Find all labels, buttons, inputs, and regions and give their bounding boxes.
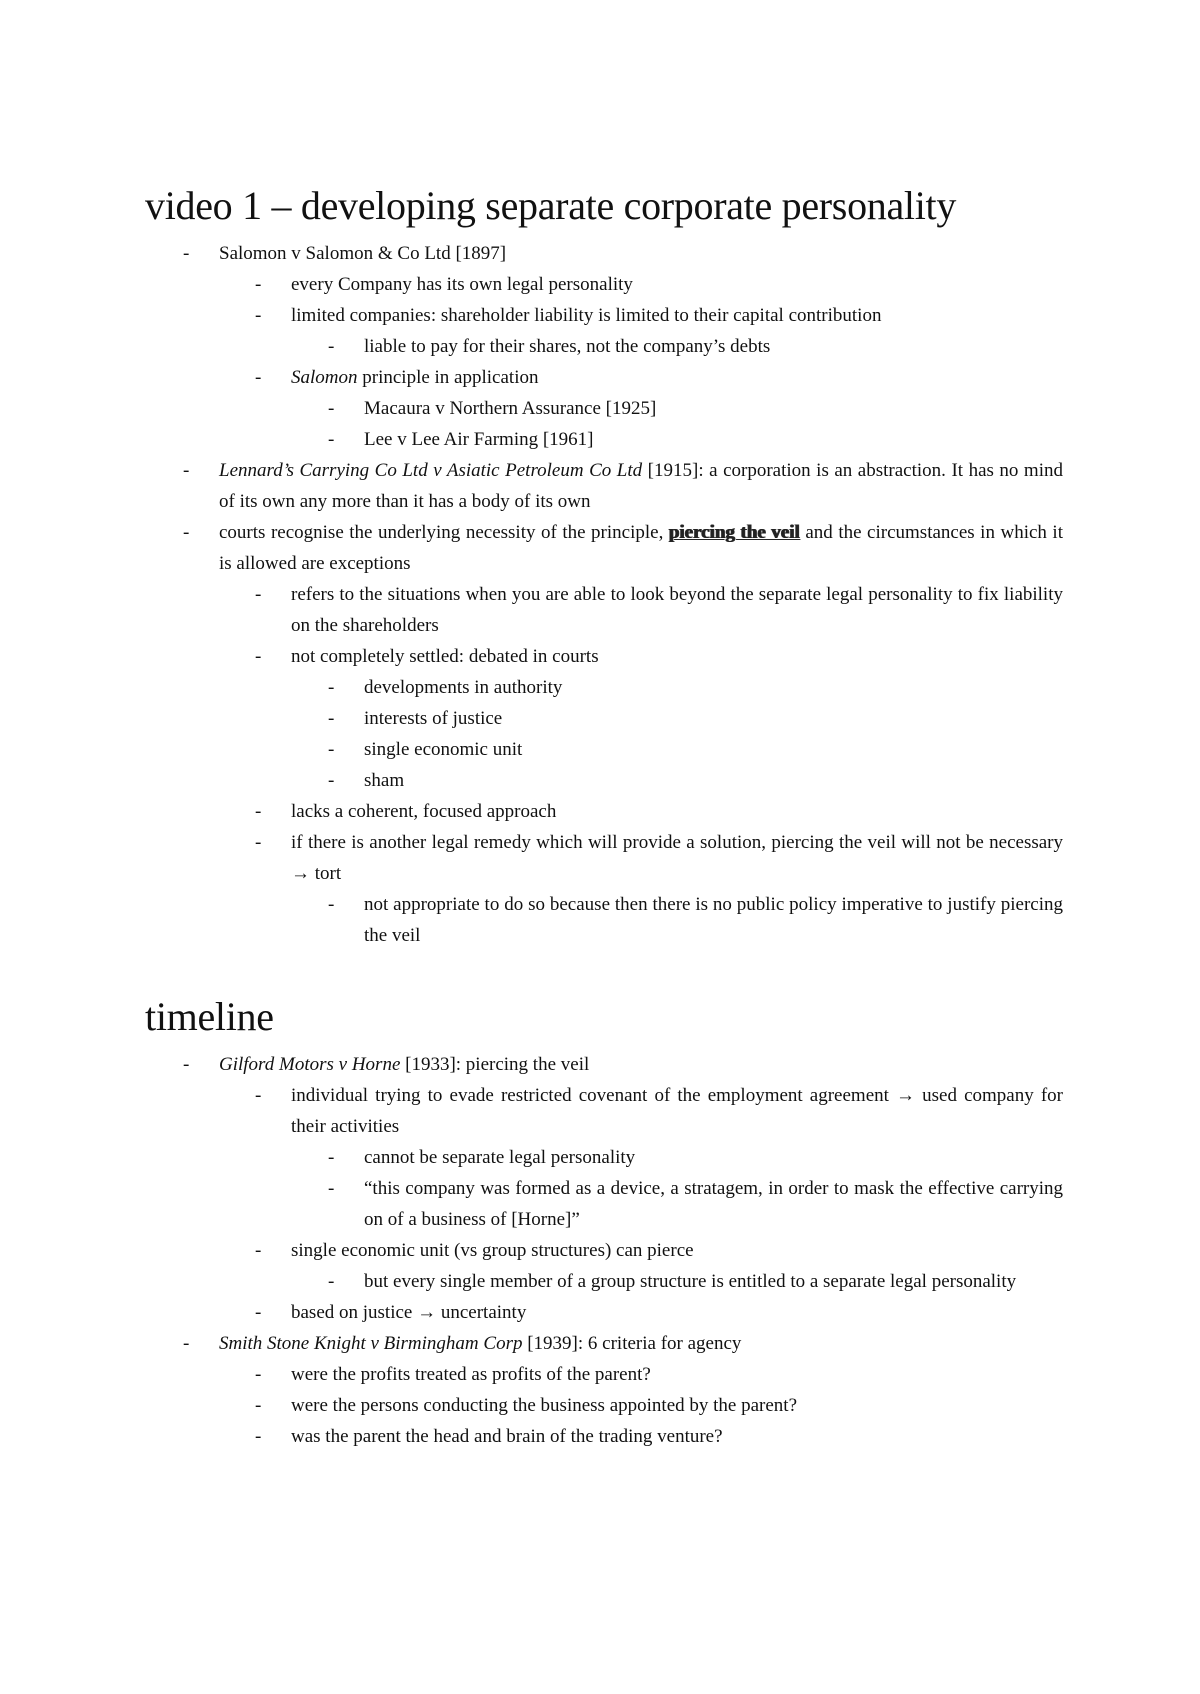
bullet-dash: - <box>255 305 262 326</box>
bullet-dash: - <box>255 367 262 388</box>
bullet-dash: - <box>328 336 335 357</box>
bullet-dash: - <box>255 832 262 853</box>
bullet-dash: - <box>255 584 262 605</box>
case-name: Smith Stone Knight v Birmingham Corp <box>219 1333 523 1354</box>
bullet-dash: - <box>255 801 262 822</box>
list-item: - cannot be separate legal personality <box>145 1142 1063 1173</box>
bullet-dash: - <box>328 708 335 729</box>
bullet-dash: - <box>255 1395 262 1416</box>
list-item: - “this company was formed as a device, a stratagem, in order to mask the effective carrying on of a business of [Horne]” <box>145 1173 1063 1235</box>
list-item: - refers to the situations when you are able to look beyond the separate legal personality to fix liability on the shareholders <box>145 579 1063 641</box>
list-item: - developments in authority <box>145 672 1063 703</box>
case-name: Lennard’s Carrying Co Ltd v Asiatic Petroleum Co Ltd <box>219 460 643 481</box>
list-item: - Smith Stone Knight v Birmingham Corp [1939]: 6 criteria for agency <box>145 1328 1063 1359</box>
bullet-dash: - <box>255 646 262 667</box>
bullet-dash: - <box>328 739 335 760</box>
list-item: - liable to pay for their shares, not the company’s debts <box>145 331 1063 362</box>
list-item: - was the parent the head and brain of the trading venture? <box>145 1421 1063 1452</box>
bullet-dash: - <box>255 1364 262 1385</box>
list-item: - were the persons conducting the business appointed by the parent? <box>145 1390 1063 1421</box>
bullet-dash: - <box>183 243 190 264</box>
list-item: - lacks a coherent, focused approach <box>145 796 1063 827</box>
bullet-dash: - <box>183 522 190 543</box>
section-heading-video-1: video 1 – developing separate corporate personality <box>145 183 957 228</box>
bullet-dash: - <box>255 1240 262 1261</box>
list-item: - Salomon v Salomon & Co Ltd [1897] <box>145 238 1063 269</box>
list-item: - not completely settled: debated in courts <box>145 641 1063 672</box>
bullet-dash: - <box>328 1271 335 1292</box>
bullet-dash: - <box>328 1147 335 1168</box>
list-item: - every Company has its own legal personality <box>145 269 1063 300</box>
list-item: - interests of justice <box>145 703 1063 734</box>
list-item: - single economic unit (vs group structures) can pierce <box>145 1235 1063 1266</box>
case-name: Salomon <box>291 367 358 388</box>
list-item: - not appropriate to do so because then there is no public policy imperative to justify piercing the veil <box>145 889 1063 951</box>
bullet-dash: - <box>328 1178 335 1199</box>
list-item: - Lennard’s Carrying Co Ltd v Asiatic Petroleum Co Ltd [1915]: a corporation is an abstraction. It has no mind of its own any more than it has a body of its own <box>145 455 1063 517</box>
document-content <box>145 178 1063 1452</box>
bullet-dash: - <box>328 894 335 915</box>
bullet-dash: - <box>183 460 190 481</box>
bullet-dash: - <box>328 398 335 419</box>
section-2-list <box>145 1049 1063 1452</box>
list-item: - based on justice → uncertainty <box>145 1297 1063 1328</box>
highlighted-term: piercing the veil <box>668 522 800 543</box>
bullet-dash: - <box>328 770 335 791</box>
bullet-dash: - <box>328 677 335 698</box>
bullet-dash: - <box>183 1054 190 1075</box>
bullet-dash: - <box>255 1085 262 1106</box>
list-item: - limited companies: shareholder liability is limited to their capital contribution <box>145 300 1063 331</box>
list-item: - if there is another legal remedy which will provide a solution, piercing the veil will not be necessary → tort <box>145 827 1063 889</box>
section-heading-timeline: timeline <box>145 994 274 1039</box>
bullet-dash: - <box>255 1426 262 1447</box>
list-item: - Macaura v Northern Assurance [1925] <box>145 393 1063 424</box>
bullet-dash: - <box>183 1333 190 1354</box>
list-item: - courts recognise the underlying necessity of the principle, piercing the veil and the circumstances in which it is allowed are exceptions <box>145 517 1063 579</box>
list-item: - sham <box>145 765 1063 796</box>
list-item: - Gilford Motors v Horne [1933]: piercing the veil <box>145 1049 1063 1080</box>
section-1-list <box>145 238 1063 951</box>
list-item: - single economic unit <box>145 734 1063 765</box>
list-item: - Salomon principle in application <box>145 362 1063 393</box>
bullet-dash: - <box>255 1302 262 1323</box>
list-item: - Lee v Lee Air Farming [1961] <box>145 424 1063 455</box>
case-name: Gilford Motors v Horne <box>219 1054 401 1075</box>
list-item: - individual trying to evade restricted covenant of the employment agreement → used company for their activities <box>145 1080 1063 1142</box>
list-item: - but every single member of a group structure is entitled to a separate legal personality <box>145 1266 1063 1297</box>
bullet-dash: - <box>328 429 335 450</box>
bullet-dash: - <box>255 274 262 295</box>
list-item: - were the profits treated as profits of the parent? <box>145 1359 1063 1390</box>
